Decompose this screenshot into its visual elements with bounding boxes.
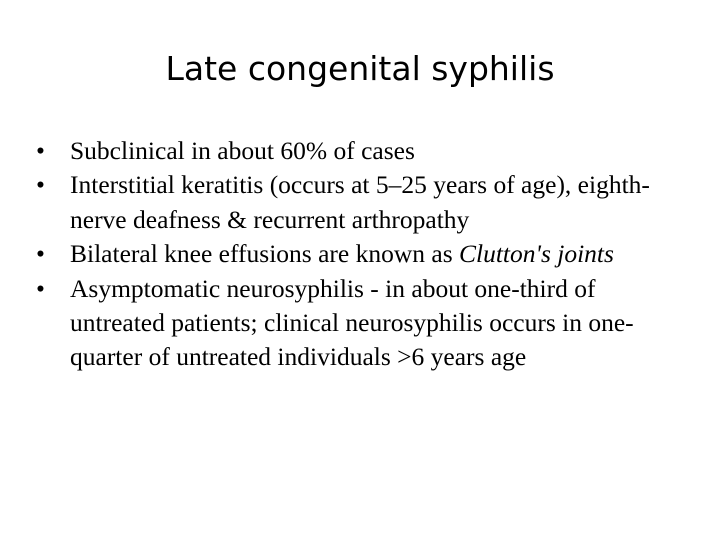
bullet-item [36, 272, 696, 375]
bullet-icon: • [36, 273, 45, 303]
bullet-item [36, 237, 696, 271]
bullet-icon: • [36, 136, 45, 165]
bullet-text: Subclinical in about 60% of cases [70, 136, 415, 165]
bullet-icon: • [36, 239, 45, 269]
bullet-text: Asymptomatic neurosyphilis - in about one-third of untreated patients; clinical neurosyphilis occurs in one-quarter of untreated individuals >6 years age [70, 273, 634, 372]
bullet-text: Bilateral knee effusions are known as [70, 239, 459, 269]
bullet-text: Interstitial keratitis (occurs at 5–25 years of age), eighth-nerve deafness & recurrent arthropathy [70, 170, 650, 234]
bullet-list [36, 134, 696, 375]
bullet-text-italic: Clutton's joints [459, 239, 614, 269]
bullet-item [36, 134, 696, 168]
bullet-item [36, 168, 696, 237]
slide-title: Late congenital syphilis [165, 49, 555, 88]
bullet-icon: • [36, 170, 45, 200]
